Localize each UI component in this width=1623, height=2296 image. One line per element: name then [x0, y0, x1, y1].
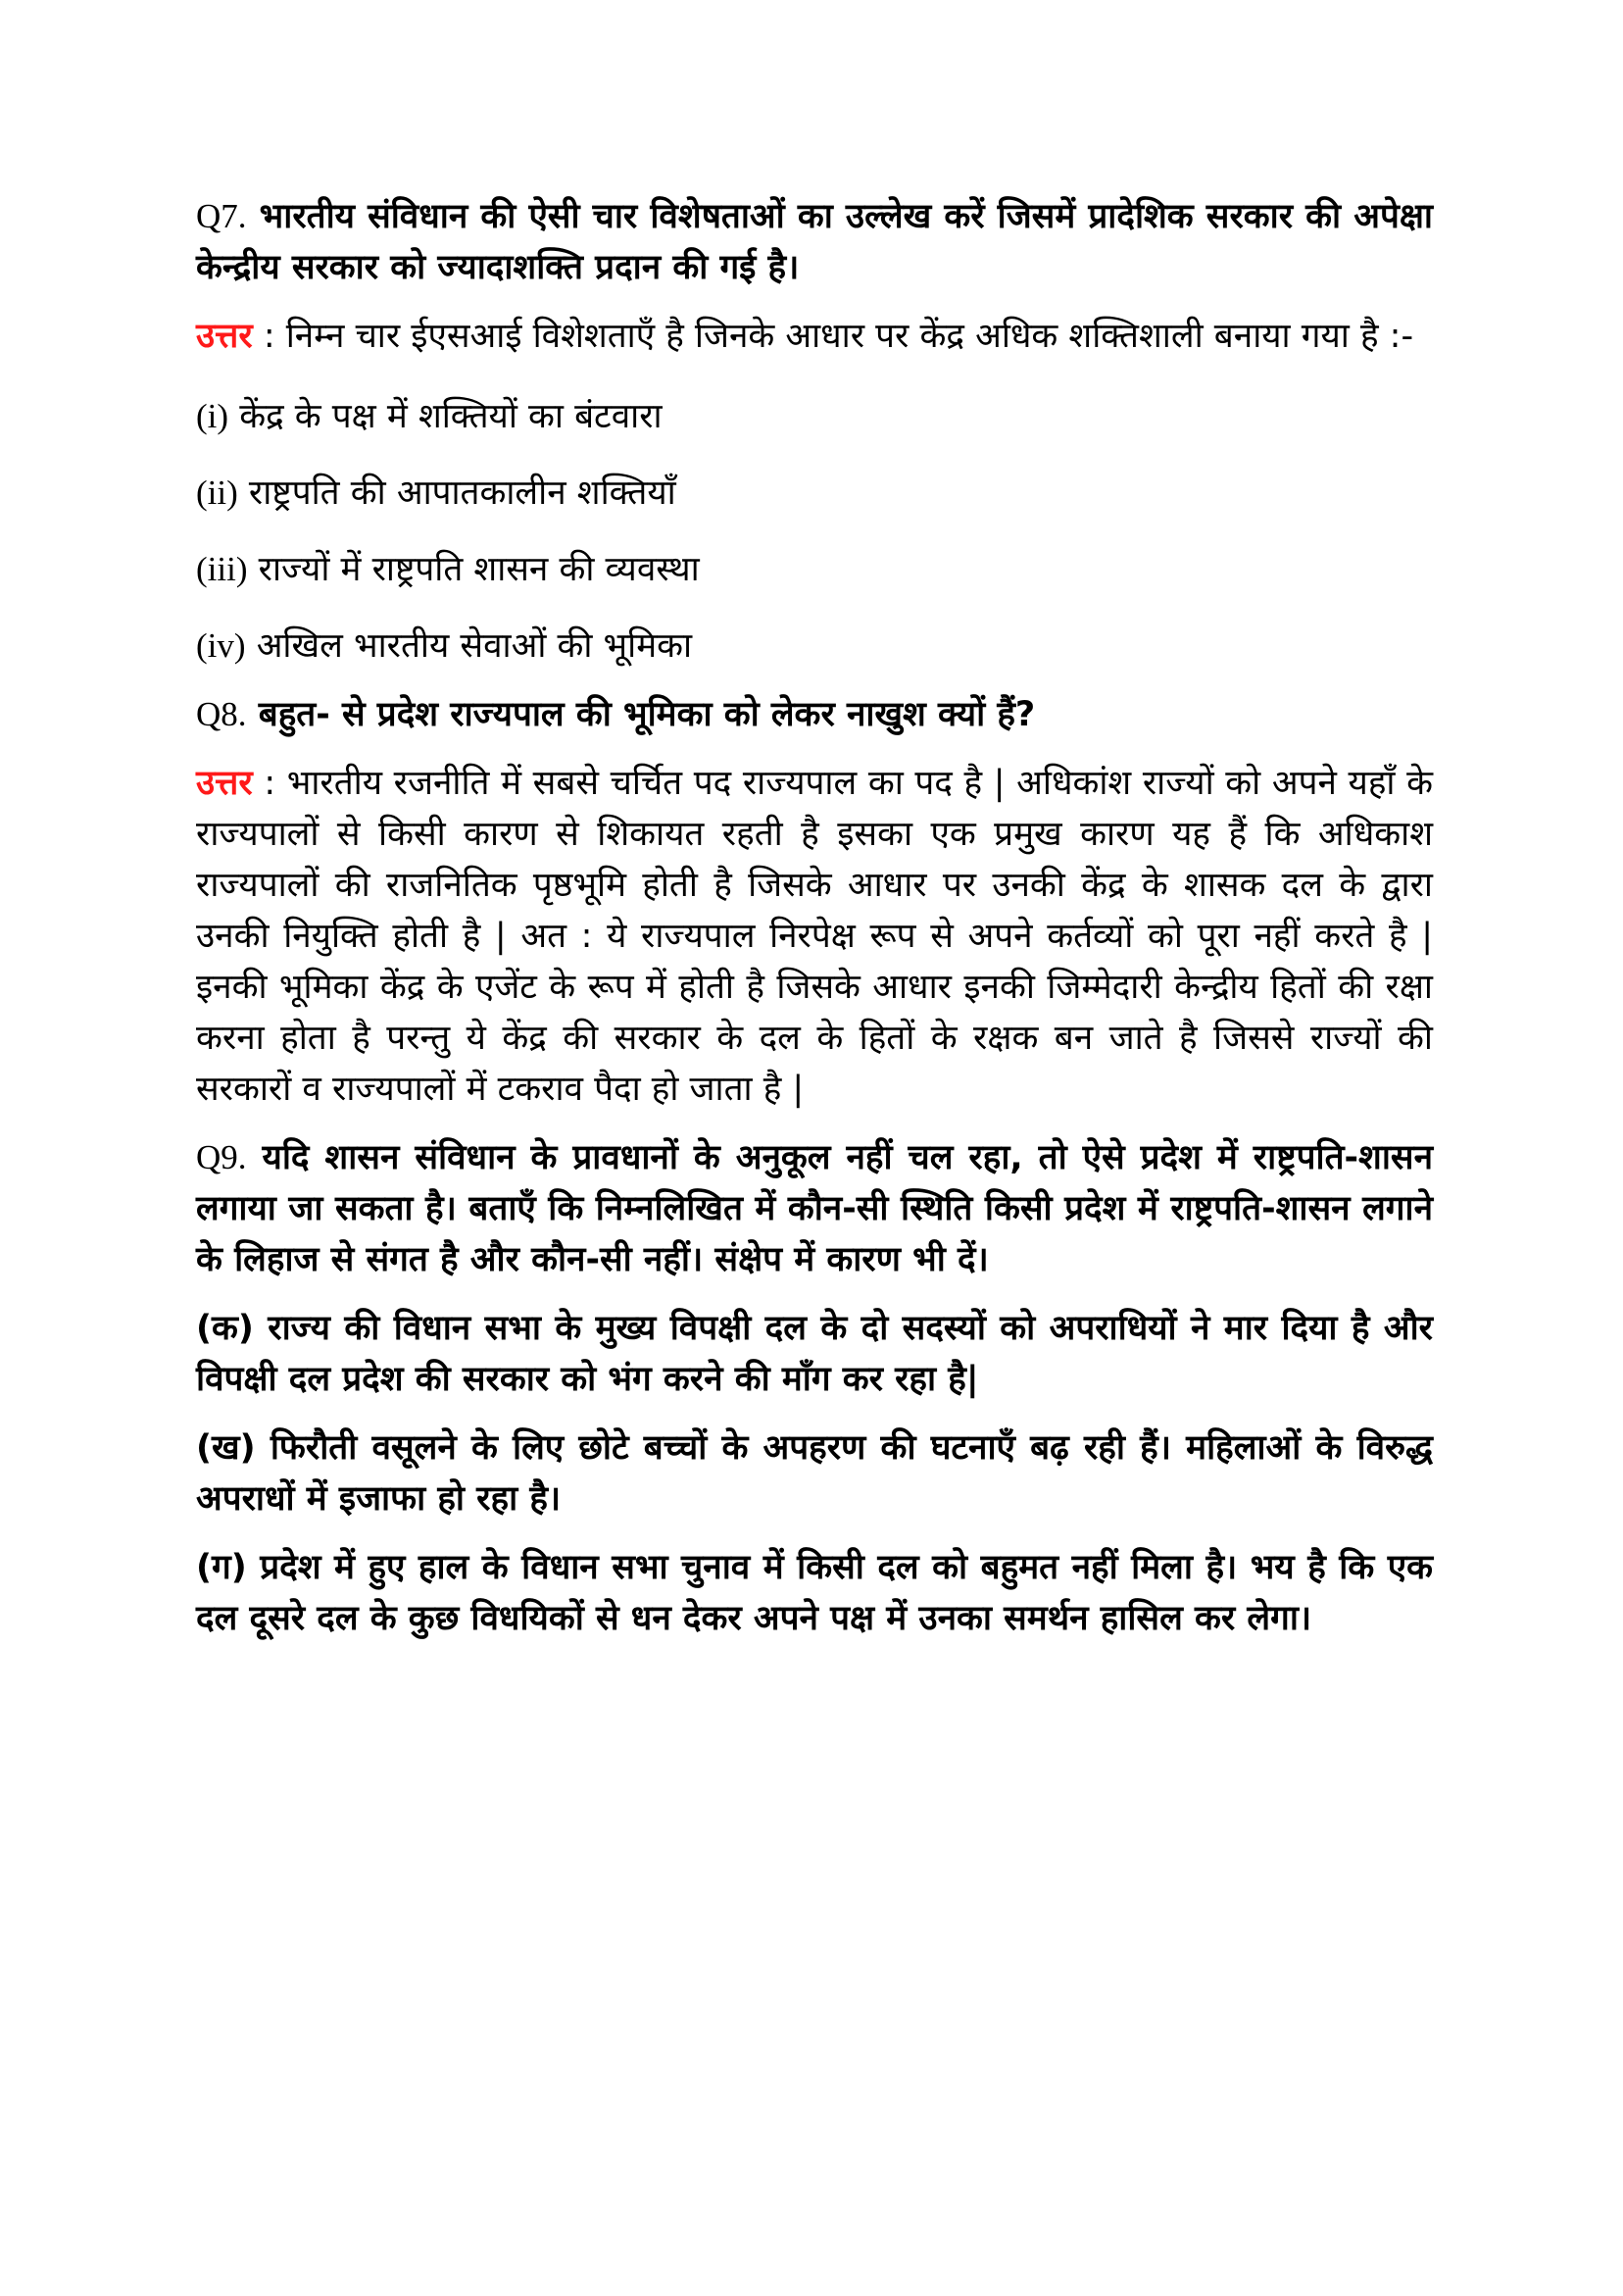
question-9	[196, 1132, 1433, 1285]
list-item	[196, 391, 1433, 442]
question-7	[196, 191, 1433, 293]
sub-question-text: प्रदेश में हुए हाल के विधान सभा चुनाव में किसी दल को बहुमत नहीं मिला है। भय है कि एक दल दूसरे दल के कुछ विधयिकों से धन देकर अपने पक्ष में उनका समर्थन हासिल कर लेगा।	[196, 1548, 1433, 1638]
list-number: (iii)	[196, 550, 248, 588]
question-text: यदि शासन संविधान के प्रावधानों के अनुकूल नहीं चल रहा, तो ऐसे प्रदेश में राष्ट्रपति-शासन लगाया जा सकता है। बताएँ कि निम्नलिखित में कौन-सी स्थिति किसी प्रदेश में राष्ट्रपति-शासन लगाने के लिहाज से संगत है और कौन-सी नहीं। संक्षेप में कारण भी दें।	[196, 1138, 1434, 1279]
sub-question-ka	[196, 1303, 1433, 1405]
sub-question-ga	[196, 1542, 1433, 1644]
answer-label: उत्तर	[196, 317, 253, 356]
list-item	[196, 544, 1433, 595]
list-text: अखिल भारतीय सेवाओं की भूमिका	[256, 626, 693, 666]
list-number: (i)	[196, 397, 229, 435]
list-text: केंद्र के पक्ष में शक्तियों का बंटवारा	[239, 397, 663, 436]
list-number: (ii)	[196, 474, 238, 512]
question-number: Q7.	[196, 197, 247, 235]
sub-question-kha	[196, 1423, 1433, 1524]
list-text: राष्ट्रपति की आपातकालीन शक्तियाँ	[248, 474, 676, 513]
sub-question-text: राज्य की विधान सभा के मुख्य विपक्षी दल के दो सदस्यों को अपराधियों ने मार दिया है और विपक्षी दल प्रदेश की सरकार को भंग करने की माँग कर रहा है|	[196, 1309, 1433, 1399]
sub-question-label: (ग)	[196, 1548, 247, 1587]
list-item	[196, 621, 1433, 672]
sub-question-label: (क)	[196, 1309, 254, 1348]
list-item	[196, 468, 1433, 519]
sub-question-label: (ख)	[196, 1428, 256, 1468]
document-page	[196, 191, 1433, 1662]
sub-question-text: फिरौती वसूलने के लिए छोटे बच्चों के अपहरण की घटनाएँ बढ़ रही हैं। महिलाओं के विरुद्ध अपराधों में इजाफा हो रहा है।	[196, 1428, 1433, 1519]
question-number: Q9.	[196, 1138, 247, 1176]
list-text: राज्यों में राष्ट्रपति शासन की व्यवस्था	[258, 550, 700, 589]
answer-text: : निम्न चार ईएसआई विशेशताएँ है जिनके आधार पर केंद्र अधिक शक्तिशाली बनाया गया है :-	[252, 317, 1414, 356]
answer-text: : भारतीय रजनीति में सबसे चर्चित पद राज्यपाल का पद है | अधिकांश राज्यों को अपने यहाँ के राज्यपालों से किसी कारण से शिकायत रहती है इसका एक प्रमुख कारण यह हैं कि अधिकाश राज्यपालों की राजनितिक पृष्ठभूमि होती है जिसके आधार पर उनकी केंद्र के शासक दल के द्वारा उनकी नियुक्ति होती है | अत : ये राज्यपाल निरपेक्ष रूप से अपने कर्तव्यों को पूरा नहीं करते है | इनकी भूमिका केंद्र के एजेंट के रूप में होती है जिसके आधार इनकी जिम्मेदारी केन्द्रीय हितों की रक्षा करना होता है परन्तु ये केंद्र की सरकार के दल के हितों के रक्षक बन जाते है जिससे राज्यों की सरकारों व राज्यपालों में टकराव पैदा हो जाता है |	[196, 764, 1433, 1109]
question-number: Q8.	[196, 695, 247, 733]
question-text: बहुत- से प्रदेश राज्यपाल की भूमिका को लेकर नाखुश क्यों हैं?	[258, 695, 1036, 734]
question-8	[196, 689, 1433, 740]
answer-label: उत्तर	[196, 764, 253, 803]
answer-7	[196, 311, 1433, 362]
question-text: भारतीय संविधान की ऐसी चार विशेषताओं का उल्लेख करें जिसमें प्रादेशिक सरकार की अपेक्षा केन्द्रीय सरकार को ज्यादाशक्ति प्रदान की गई है।	[196, 197, 1433, 287]
answer-8	[196, 758, 1433, 1115]
list-number: (iv)	[196, 626, 246, 665]
